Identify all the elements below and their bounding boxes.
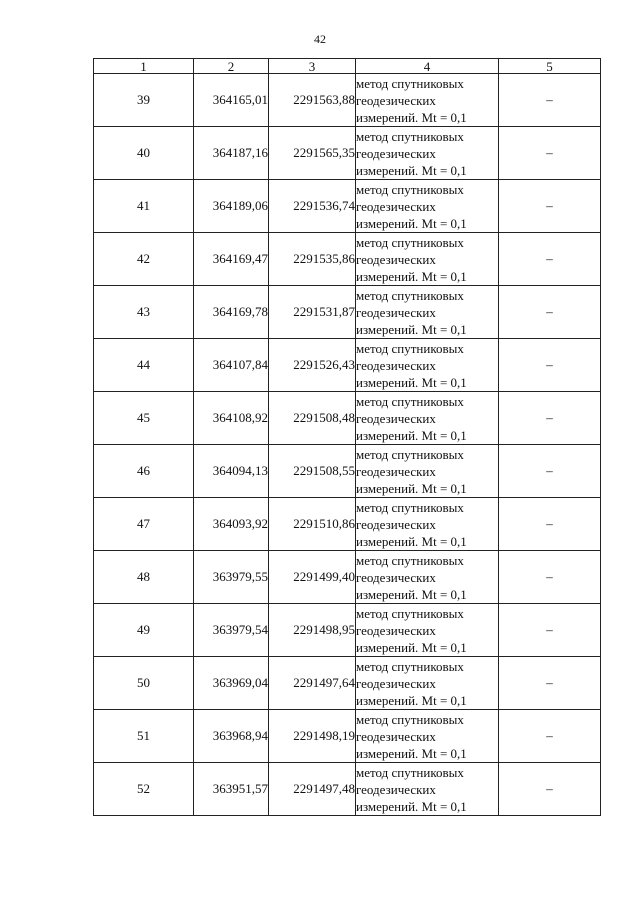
y-coordinate-cell: 2291497,64 [269,657,356,710]
method-text-line-2: геодезических [356,251,436,267]
method-text-line-2: геодезических [356,516,436,532]
method-text-line-3: измерений. Mt = 0,1 [356,745,467,761]
method-text-line-1: метод спутниковых [356,340,464,356]
table-row [94,339,601,392]
x-coordinate-cell: 364189,06 [194,180,269,233]
point-number-cell: 45 [94,392,194,445]
x-coordinate-cell: 364187,16 [194,127,269,180]
method-text-line-1: метод спутниковых [356,764,464,780]
table-row [94,657,601,710]
method-text-line-2: геодезических [356,675,436,691]
point-number-cell: 46 [94,445,194,498]
method-text-line-2: геодезических [356,304,436,320]
table-row [94,763,601,816]
method-cell [356,74,499,127]
table-row [94,604,601,657]
method-text-line-2: геодезических [356,357,436,373]
method-cell [356,127,499,180]
y-coordinate-cell: 2291510,86 [269,498,356,551]
method-text-line-2: геодезических [356,410,436,426]
dash-cell: – [499,657,601,710]
point-number-cell: 39 [94,74,194,127]
x-coordinate-cell: 363969,04 [194,657,269,710]
method-text-line-3: измерений. Mt = 0,1 [356,798,467,814]
method-text-line-1: метод спутниковых [356,181,464,197]
column-header-5: 5 [499,59,601,74]
y-coordinate-cell: 2291531,87 [269,286,356,339]
x-coordinate-cell: 364094,13 [194,445,269,498]
method-text-line-2: геодезических [356,145,436,161]
table-row [94,498,601,551]
method-text-line-1: метод спутниковых [356,128,464,144]
method-text-line-2: геодезических [356,198,436,214]
point-number-cell: 48 [94,551,194,604]
method-text-line-1: метод спутниковых [356,711,464,727]
column-header-1: 1 [94,59,194,74]
method-text-line-1: метод спутниковых [356,287,464,303]
method-cell [356,180,499,233]
y-coordinate-cell: 2291535,86 [269,233,356,286]
method-text-line-2: геодезических [356,463,436,479]
table-row [94,710,601,763]
method-cell [356,445,499,498]
method-text-line-2: геодезических [356,569,436,585]
point-number-cell: 52 [94,763,194,816]
method-cell [356,286,499,339]
y-coordinate-cell: 2291563,88 [269,74,356,127]
method-cell [356,657,499,710]
dash-cell: – [499,604,601,657]
y-coordinate-cell: 2291498,95 [269,604,356,657]
dash-cell: – [499,233,601,286]
x-coordinate-cell: 364165,01 [194,74,269,127]
table-row [94,551,601,604]
method-text-line-3: измерений. Mt = 0,1 [356,427,467,443]
x-coordinate-cell: 364108,92 [194,392,269,445]
method-text-line-3: измерений. Mt = 0,1 [356,533,467,549]
table-body [94,74,601,816]
page-number: 42 [314,32,326,46]
method-text-line-3: измерений. Mt = 0,1 [356,374,467,390]
point-number-cell: 43 [94,286,194,339]
method-text-line-3: измерений. Mt = 0,1 [356,480,467,496]
y-coordinate-cell: 2291499,40 [269,551,356,604]
method-text-line-3: измерений. Mt = 0,1 [356,109,467,125]
point-number-cell: 47 [94,498,194,551]
x-coordinate-cell: 364169,47 [194,233,269,286]
y-coordinate-cell: 2291536,74 [269,180,356,233]
method-text-line-2: геодезических [356,622,436,638]
method-cell [356,763,499,816]
table-row [94,127,601,180]
method-text-line-3: измерений. Mt = 0,1 [356,162,467,178]
dash-cell: – [499,286,601,339]
dash-cell: – [499,127,601,180]
table-row [94,180,601,233]
method-cell [356,392,499,445]
dash-cell: – [499,551,601,604]
x-coordinate-cell: 364169,78 [194,286,269,339]
coordinates-table [93,58,601,816]
method-text-line-1: метод спутниковых [356,552,464,568]
x-coordinate-cell: 363968,94 [194,710,269,763]
method-cell [356,339,499,392]
point-number-cell: 51 [94,710,194,763]
method-text-line-3: измерений. Mt = 0,1 [356,321,467,337]
method-text-line-1: метод спутниковых [356,499,464,515]
method-text-line-3: измерений. Mt = 0,1 [356,215,467,231]
dash-cell: – [499,180,601,233]
dash-cell: – [499,710,601,763]
x-coordinate-cell: 364093,92 [194,498,269,551]
method-cell [356,710,499,763]
method-cell [356,551,499,604]
table-row [94,445,601,498]
method-text-line-3: измерений. Mt = 0,1 [356,586,467,602]
y-coordinate-cell: 2291526,43 [269,339,356,392]
y-coordinate-cell: 2291565,35 [269,127,356,180]
y-coordinate-cell: 2291508,55 [269,445,356,498]
table-header-row [94,59,601,74]
method-cell [356,498,499,551]
dash-cell: – [499,763,601,816]
point-number-cell: 40 [94,127,194,180]
method-text-line-1: метод спутниковых [356,605,464,621]
method-text-line-1: метод спутниковых [356,75,464,91]
y-coordinate-cell: 2291498,19 [269,710,356,763]
column-header-3: 3 [269,59,356,74]
x-coordinate-cell: 364107,84 [194,339,269,392]
x-coordinate-cell: 363951,57 [194,763,269,816]
point-number-cell: 44 [94,339,194,392]
y-coordinate-cell: 2291497,48 [269,763,356,816]
table-row [94,74,601,127]
table-row [94,392,601,445]
dash-cell: – [499,392,601,445]
method-text-line-1: метод спутниковых [356,234,464,250]
dash-cell: – [499,498,601,551]
table-row [94,286,601,339]
method-cell [356,604,499,657]
method-text-line-1: метод спутниковых [356,393,464,409]
method-text-line-1: метод спутниковых [356,446,464,462]
x-coordinate-cell: 363979,55 [194,551,269,604]
point-number-cell: 49 [94,604,194,657]
method-text-line-3: измерений. Mt = 0,1 [356,268,467,284]
method-cell [356,233,499,286]
method-text-line-2: геодезических [356,728,436,744]
dash-cell: – [499,339,601,392]
dash-cell: – [499,74,601,127]
point-number-cell: 42 [94,233,194,286]
y-coordinate-cell: 2291508,48 [269,392,356,445]
method-text-line-2: геодезических [356,92,436,108]
point-number-cell: 50 [94,657,194,710]
column-header-4: 4 [356,59,499,74]
method-text-line-2: геодезических [356,781,436,797]
method-text-line-3: измерений. Mt = 0,1 [356,692,467,708]
method-text-line-3: измерений. Mt = 0,1 [356,639,467,655]
method-text-line-1: метод спутниковых [356,658,464,674]
x-coordinate-cell: 363979,54 [194,604,269,657]
column-header-2: 2 [194,59,269,74]
table-row [94,233,601,286]
point-number-cell: 41 [94,180,194,233]
dash-cell: – [499,445,601,498]
